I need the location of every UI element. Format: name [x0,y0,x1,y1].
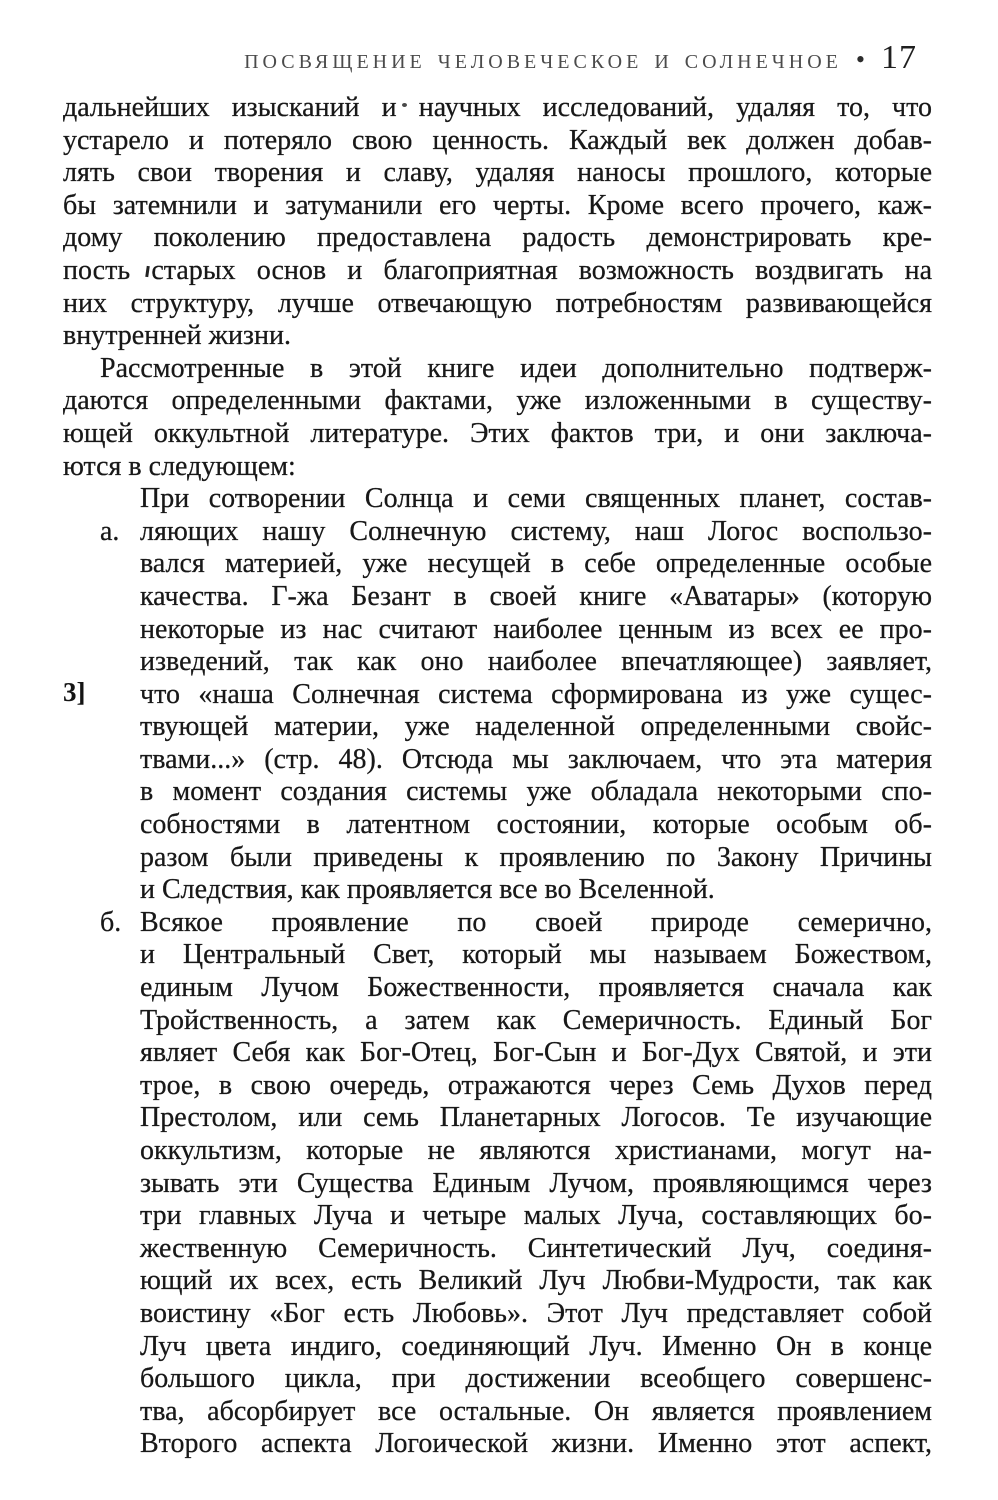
text-line: дальнейших изысканий и научных исследований, удаляя то, что [63,92,932,123]
text-line: трое, в свою очередь, отражаются через Семь Духов перед [140,1069,932,1101]
text-line: бы затемнили и затуманили его черты. Кроме всего прочего, каж- [63,189,932,221]
text-line: и Следствия, как проявляется все во Вселенной. [140,874,715,906]
text-line: собностями в латентном состоянии, которые особым об- [140,809,932,841]
text-line: качества. Г-жа Безант в своей книге «Аватары» (которую [140,580,932,612]
text-line [63,516,932,549]
bullet-separator-icon: • [855,45,865,74]
text-line: три главных Луча и четыре малых Луча, составляющих бо- [140,1200,932,1232]
text-line: некоторые из нас считают наиболее ценным из всех ее про- [140,613,932,645]
text-line: большого цикла, при достижении всеобщего совершенс- [140,1363,932,1395]
text-line: жественную Семеричность. Синтетический Луч, соединя- [140,1232,932,1264]
margin-page-marker: 3] [63,677,86,707]
page-body [63,92,932,1461]
text-line [63,907,932,940]
text-line: что «наша Солнечная система сформирована из уже сущес- [140,678,932,710]
text-line: оккультизм, которые не являются христианами, могут на- [140,1135,932,1166]
text-line: зывать эти Существа Единым Лучом, проявляющимся через [140,1167,932,1199]
text-line: При сотворении Солнца и семи священных планет, состав- [140,483,932,515]
text-line: лять свои творения и славу, удаляя наносы прошлого, которые [63,157,932,189]
text-line: изведений, так как оно наиболее впечатляющее) заявляет, [140,646,932,678]
text-line: них структуру, лучше отвечающую потребностям развивающейся [63,287,932,319]
text-line: даются определенными фактами, уже изложенными в существу- [63,385,932,417]
list-item-label-a: а. [100,515,120,547]
text-line: устарело и потеряло свою ценность. Каждый век должен добав- [63,124,932,156]
text-line: единым Лучом Божественности, проявляется сначала как [140,972,932,1004]
text-line: Престолом, или семь Планетарных Логосов. Те изучающие [140,1102,932,1134]
text-line: ющий их всех, есть Великий Луч Любви-Мудрости, так как [140,1265,932,1297]
text-line: Луч цвета индиго, соединяющий Луч. Именно Он в конце [140,1330,932,1362]
text-line: разом были приведены к проявлению по Закону Причины [140,841,932,873]
text-line-content: ляющих нашу Солнечную систему, наш Логос воспользо- [140,515,932,547]
text-line: Второго аспекта Логоической жизни. Именно этот аспект, [140,1428,932,1460]
text-line: внутренней жизни. [63,320,291,352]
text-line-content: Всякое проявление по своей природе семерично, [140,906,932,938]
text-line: являет Себя как Бог-Отец, Бог-Сын и Бог-Дух Святой, и эти [140,1037,932,1069]
text-line: дому поколению предоставлена радость демонстрировать кре- [63,222,932,254]
chapter-title: ПОСВЯЩЕНИЕ ЧЕЛОВЕЧЕСКОЕ И СОЛНЕЧНОЕ [244,51,842,73]
text-line: Тройственность, а затем как Семеричность. Единый Бог [140,1004,932,1036]
text-line: твующей материи, уже наделенной определенными свойс- [140,711,932,743]
text-line: пость старых основ и благоприятная возможность воздвигать на [63,254,932,286]
text-line: в момент создания системы уже обладала некоторыми спо- [140,776,932,808]
text-line: ются в следующем: [63,450,296,482]
text-line: тва, абсорбирует все остальные. Он является проявлением [140,1395,932,1427]
text-line: вался материей, уже несущей в себе определенные особые [140,548,932,580]
list-item-label-b: б. [100,906,122,938]
running-header [63,38,917,84]
text-line: ющей оккультной литературе. Этих фактов три, и они заключа- [63,417,932,449]
text-line: и Центральный Свет, который мы называем Божеством, [140,939,932,971]
page-number: 17 [881,39,917,76]
text-line: Рассмотренные в этой книге идеи дополнительно подтверж- [100,352,932,384]
text-line: твами...» (стр. 48). Отсюда мы заключаем, что эта материя [140,743,932,775]
text-line: воистину «Бог есть Любовь». Этот Луч представляет собой [140,1297,932,1329]
